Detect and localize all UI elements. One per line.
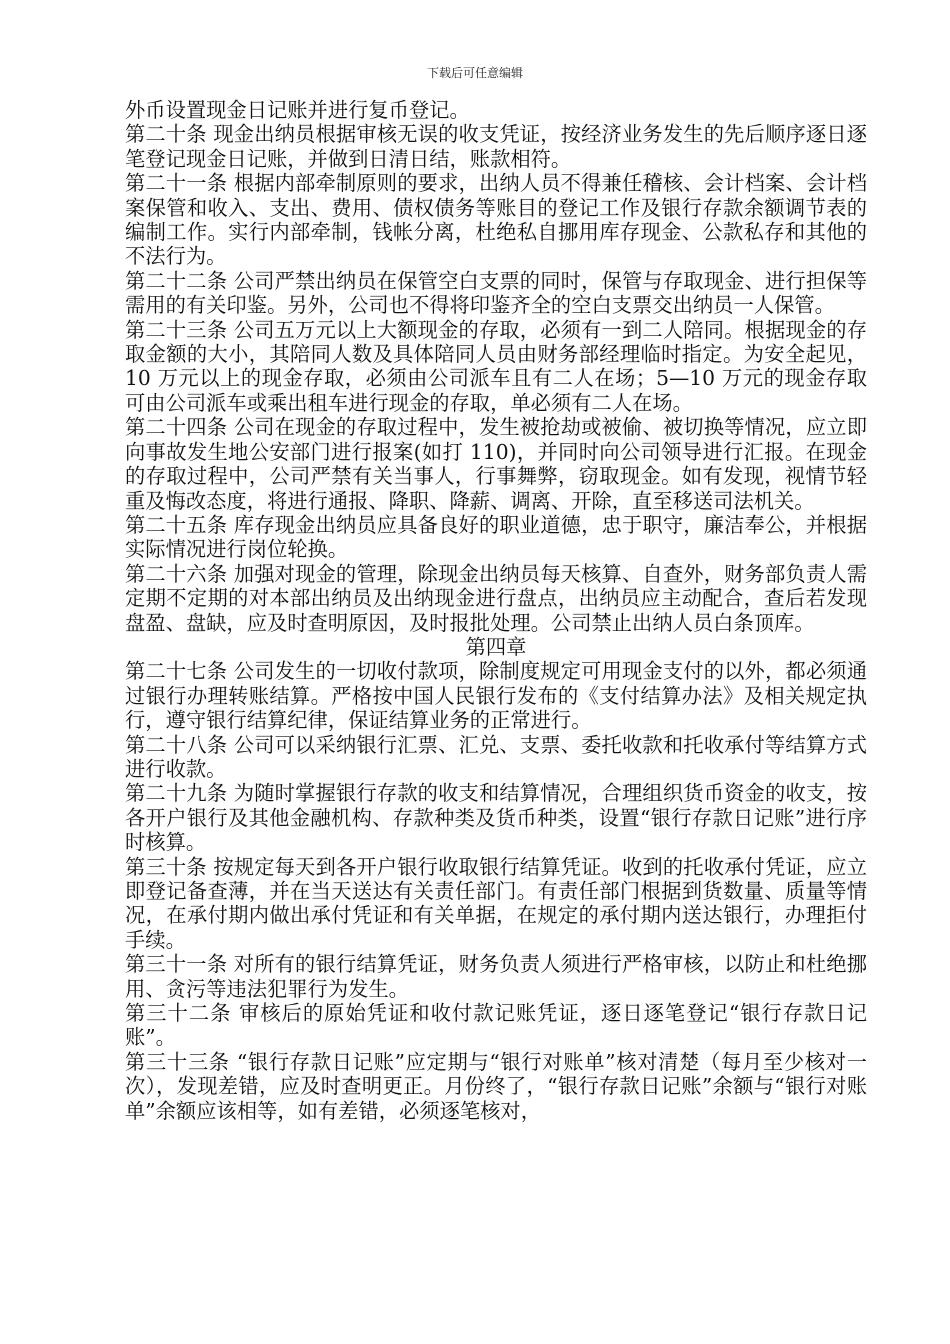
article-21: 第二十一条 根据内部牵制原则的要求，出纳人员不得兼任稽核、会计档案、会计档案保管和收入、支出、费用、债权债务等账目的登记工作及银行存款余额调节表的编制工作。实行内部牵制，钱帐分离，杜绝私自挪用库存现金、公款私存和其他的不法行为。	[125, 171, 867, 269]
paragraph: 外币设置现金日记账并进行复币登记。	[125, 98, 470, 122]
chapter-title: 第四章	[465, 634, 527, 659]
article-22: 第二十二条 公司严禁出纳员在保管空白支票的同时，保管与存取现金、进行担保等需用的有关印鉴。另外，公司也不得将印鉴齐全的空白支票交出纳员一人保管。	[125, 268, 867, 318]
article-20: 第二十条 现金出纳员根据审核无误的收支凭证，按经济业务发生的先后顺序逐日逐笔登记现金日记账，并做到日清日结，账款相符。	[125, 122, 867, 171]
article-25: 第二十五条 库存现金出纳员应具备良好的职业道德，忠于职守，廉洁奉公，并根据实际情况进行岗位轮换。	[125, 512, 867, 562]
article-27: 第二十七条 公司发生的一切收付款项，除制度规定可用现金支付的以外，都必须通过银行办理转账结算。严格按中国人民银行发布的《支付结算办法》及相关规定执行，遵守银行结算纪律，保证结算业务的正常进行。	[125, 659, 867, 733]
article-31: 第三十一条 对所有的银行结算凭证，财务负责人须进行严格审核，以防止和杜绝挪用、贪污等违法犯罪行为发生。	[125, 952, 867, 1001]
article-28: 第二十八条 公司可以采纳银行汇票、汇兑、支票、委托收款和托收承付等结算方式进行收款。	[125, 732, 867, 781]
page-header: 下载后可任意编辑	[426, 66, 523, 80]
document-body	[125, 98, 867, 1123]
article-24: 第二十四条 公司在现金的存取过程中，发生被抢劫或被偷、被切换等情况，应立即向事故发生地公安部门进行报案(如打 110)，并同时向公司领导进行汇报。在现金的存取过程中，公司严禁有关当事人，行事舞弊，窃取现金。如有发现，视情节轻重及悔改态度，将进行通报、降职、降薪、调离、开除，直至移送司法机关。	[125, 415, 867, 513]
article-32: 第三十二条 审核后的原始凭证和收付款记账凭证，逐日逐笔登记“银行存款日记账”。	[125, 1001, 867, 1050]
article-23: 第二十三条 公司五万元以上大额现金的存取，必须有一到二人陪同。根据现金的存取金额的大小，其陪同人数及具体陪同人员由财务部经理临时指定。为安全起见，10 万元以上的现金存取，必须由公司派车且有二人在场；5—10 万元的现金存取可由公司派车或乘出租车进行现金的存取，单必须有二人在场。	[125, 317, 867, 415]
article-33: 第三十三条 “银行存款日记账”应定期与“银行对账单”核对清楚（每月至少核对一次），发现差错，应及时查明更正。月份终了，“银行存款日记账”余额与“银行对账单”余额应该相等，如有差错，必须逐笔核对，	[125, 1049, 867, 1123]
article-29: 第二十九条 为随时掌握银行存款的收支和结算情况，合理组织货币资金的收支，按各开户银行及其他金融机构、存款种类及货币种类，设置“银行存款日记账”进行序时核算。	[125, 781, 867, 855]
article-30: 第三十条 按规定每天到各开户银行收取银行结算凭证。收到的托收承付凭证，应立即登记备查薄，并在当天送达有关责任部门。有责任部门根据到货数量、质量等情况，在承付期内做出承付凭证和有关单据，在规定的承付期内送达银行，办理拒付手续。	[125, 854, 867, 952]
article-26: 第二十六条 加强对现金的管理，除现金出纳员每天核算、自查外，财务部负责人需定期不定期的对本部出纳员及出纳现金进行盘点，出纳员应主动配合，查后若发现盘盈、盘缺，应及时查明原因，及时报批处理。公司禁止出纳人员白条顶库。	[125, 561, 867, 635]
